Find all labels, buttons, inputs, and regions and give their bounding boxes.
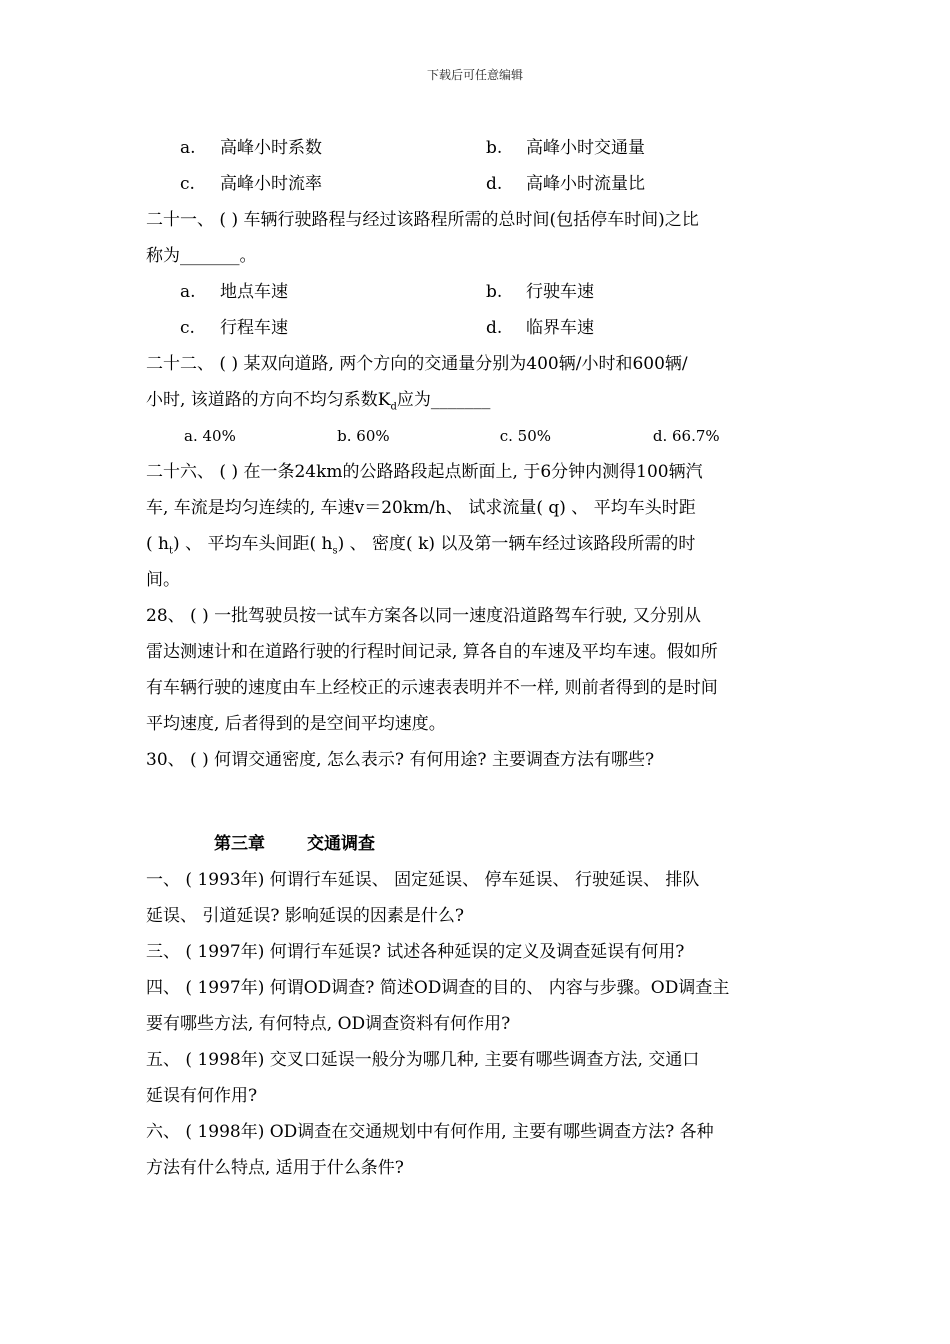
q26-line-2: 车, 车流是均匀连续的, 车速v＝20km/h、 试求流量( q) 、 平均车头时距 [146,498,696,518]
q20-option-d: d. 高峰小时流量比 [486,174,645,194]
document-body [146,130,806,1186]
q22-options-row [146,418,806,454]
chapter-heading [146,826,806,862]
q20-option-c: c. 高峰小时流率 [180,174,322,194]
q20-options-row-2 [146,166,806,202]
q21-option-b: b. 行驶车速 [486,282,594,302]
chapter-title: 交通调查 [307,834,375,854]
q21-option-d: d. 临界车速 [486,318,594,338]
q21-options-row-2 [146,310,806,346]
ch3-q1-line-1: 一、 ( 1993年) 何谓行车延误、 固定延误、 停车延误、 行驶延误、 排队 [146,870,700,890]
ch3-q5-line-1: 五、 ( 1998年) 交叉口延误一般分为哪几种, 主要有哪些调查方法, 交通口 [146,1050,700,1070]
ch3-q5-line-2: 延误有何作用? [146,1086,258,1106]
ch3-q1-line-2: 延误、 引道延误? 影响延误的因素是什么? [146,906,465,926]
q22-option-a: a. 40% [184,427,236,445]
q20-option-b: b. 高峰小时交通量 [486,138,645,158]
q22-option-d: d. 66.7% [652,427,720,445]
q28-line-2: 雷达测速计和在道路行驶的行程时间记录, 算各自的车速及平均车速。假如所 [146,642,718,662]
q21-options-row-1 [146,274,806,310]
q20-options-row-1 [146,130,806,166]
q28-line-3: 有车辆行驶的速度由车上经校正的示速表表明并不一样, 则前者得到的是时间 [146,678,718,698]
section-gap [146,778,806,826]
q26-line-3: ( $h_t$) 、 平均车头间距( $h_s$) 、 密度( k) 以及第一辆车经过该路段所需的时 [146,534,696,557]
ch3-q4-line-2: 要有哪些方法, 有何特点, OD调查资料有何作用? [146,1014,511,1034]
q26-line-1: 二十六、 ( ) 在一条24km的公路路段起点断面上, 于6分钟内测得100辆汽 [146,462,703,482]
ch3-q4-line-1: 四、 ( 1997年) 何谓OD调查? 简述OD调查的目的、 内容与步骤。OD调查主 [146,978,730,998]
q21-line-1: 二十一、 ( ) 车辆行驶路程与经过该路程所需的总时间(包括停车时间)之比 [146,210,699,230]
q21-line-2: 称为_______。 [146,246,257,266]
q20-option-a: a. 高峰小时系数 [180,138,322,158]
ch3-q6-line-1: 六、 ( 1998年) OD调查在交通规划中有何作用, 主要有哪些调查方法? 各种 [146,1122,714,1142]
q22-option-b: b. 60% [337,427,390,445]
page-header: 下载后可任意编辑 [426,68,523,82]
chapter-number: 第三章 [214,834,265,854]
q26-line-4: 间。 [146,570,180,590]
q30-line: 30、 ( ) 何谓交通密度, 怎么表示? 有何用途? 主要调查方法有哪些? [146,750,655,770]
q21-option-c: c. 行程车速 [180,318,288,338]
q22-line-1: 二十二、 ( ) 某双向道路, 两个方向的交通量分别为400辆/小时和600辆/ [146,354,688,374]
q28-line-4: 平均速度, 后者得到的是空间平均速度。 [146,714,446,734]
q21-option-a: a. 地点车速 [180,282,288,302]
ch3-q6-line-2: 方法有什么特点, 适用于什么条件? [146,1158,404,1178]
ch3-q3-line: 三、 ( 1997年) 何谓行车延误? 试述各种延误的定义及调查延误有何用? [146,942,685,962]
q28-line-1: 28、 ( ) 一批驾驶员按一试车方案各以同一速度沿道路驾车行驶, 又分别从 [146,606,701,626]
q22-option-c: c. 50% [499,427,552,445]
q22-line-2: 小时, 该道路的方向不均匀系数$K_d$应为_______ [146,390,491,413]
